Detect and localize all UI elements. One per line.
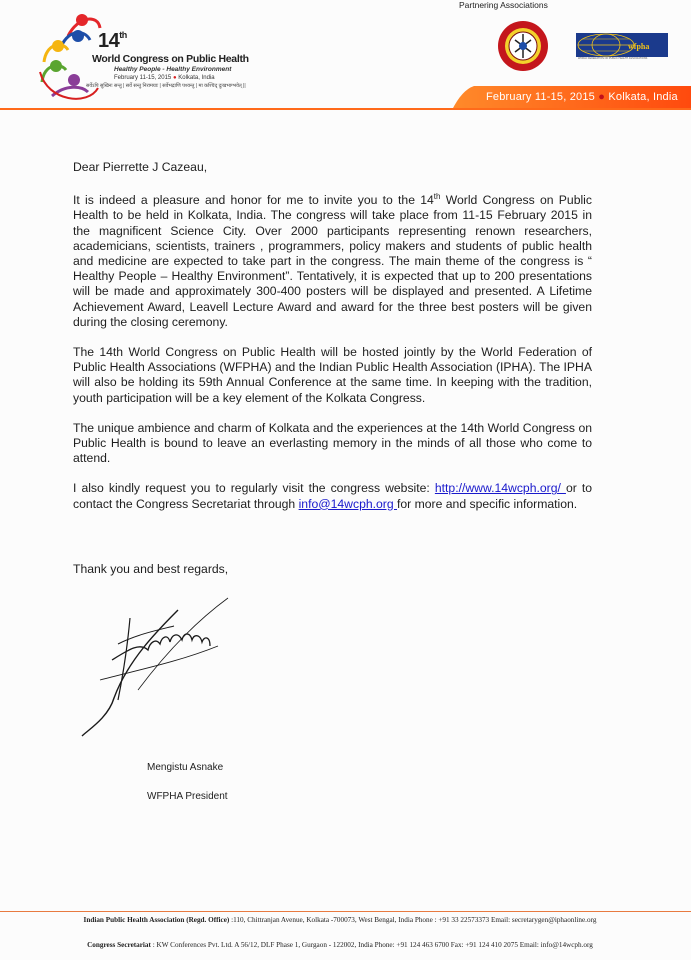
- congress-date-line: February 11-15, 2015 ● Kolkata, India: [114, 75, 215, 81]
- banner-date-text: February 11-15, 2015 ● Kolkata, India: [486, 91, 678, 103]
- letter-body: [73, 160, 592, 527]
- congress-number: 14th: [98, 30, 127, 52]
- partnering-associations-label: Partnering Associations: [459, 0, 548, 10]
- salutation: Dear Pierrette J Cazeau,: [73, 160, 208, 174]
- paragraph-hosts: The 14th World Congress on Public Health will be hosted jointly by the World Federation of Public Health Associations (WFPHA) and the Indian Public Health Association (IPHA). The IPHA will also be holding its 59th Annual Conference at the same time. In keeping with the tradition, youth participation will be a key element of the Kolkata Congress.: [73, 345, 592, 405]
- website-link[interactable]: http://www.14wcph.org/: [434, 481, 566, 496]
- paragraph-website: I also kindly request you to regularly visit the congress website: http://www.14wcph.org/ or to contact the Congress Secretariat through info@14wcph.org for more and specific information.: [73, 481, 592, 511]
- wfpha-wordmark: wfpha: [628, 42, 650, 51]
- date-banner: [452, 86, 691, 110]
- signer-name: Mengistu Asnake: [147, 762, 224, 773]
- wfpha-logo: [576, 33, 668, 63]
- sanskrit-tagline: सर्वेऽपि सुखिनः सन्तु | सर्वे सन्तु निरामयाः | सर्वेभद्राणि पश्यन्तु | मा कश्चिद् दुःखभाग्भवेत् ||: [86, 83, 246, 89]
- footer-ipha-address: Indian Public Health Association (Regd. Office) :110, Chittranjan Avenue, Kolkata -700073, West Bengal, India Phone : +91 33 22573373 Email: secretarygen@iphaonline.org: [83, 916, 597, 924]
- footer-secretariat-address: Congress Secretariat : KW Conferences Pvt. Ltd. A 56/12, DLF Phase 1, Gurgaon - 122002, India Phone: +91 124 463 6700 Fax: +91 124 410 2075 Email: info@14wcph.org: [87, 941, 593, 949]
- closing-line: Thank you and best regards,: [73, 562, 229, 576]
- congress-theme: Healthy People - Healthy Environment: [114, 66, 232, 73]
- footer-divider: [0, 911, 691, 912]
- header-divider: [0, 108, 691, 110]
- paragraph-ambience: The unique ambience and charm of Kolkata and the experiences at the 14th World Congress on Public Health is bound to leave an everlasting memory in the minds of all those who come to attend.: [73, 420, 592, 466]
- wfpha-fullname: WORLD FEDERATION OF PUBLIC HEALTH ASSOCIATIONS: [578, 57, 648, 60]
- email-link[interactable]: info@14wcph.org: [298, 496, 398, 511]
- globe-icon: [576, 33, 668, 57]
- congress-title: World Congress on Public Health: [92, 53, 249, 65]
- congress-logo: [38, 6, 249, 106]
- paragraph-invitation: It is indeed a pleasure and honor for me to invite you to the 14th World Congress on Public Health to be held in Kolkata, India. The congress will take place from 11-15 February 2015 in the magnificent Science City. Over 2000 participants representing renown researchers, academicians, scientists, trainers , programmers, policy makers and students of public health and medicine are expected to take part in the congress. The main theme of the congress is “ Healthy People – Healthy Environment”. Tentatively, it is expected that up to 200 presentations will be made and approximately 300-400 posters will be displayed and presented. A Lifetime Achievement Award, Leavell Lecture Award and award for the three best posters will be given during the closing ceremony.: [73, 192, 592, 329]
- signature-icon: [78, 590, 238, 740]
- signer-title: WFPHA President: [147, 791, 228, 802]
- ipha-seal-icon: [497, 20, 549, 72]
